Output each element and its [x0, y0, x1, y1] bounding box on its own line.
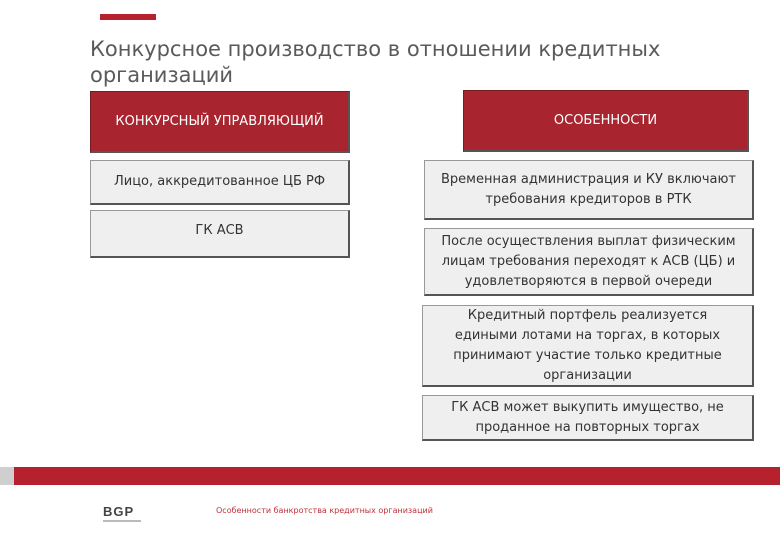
- accent-bar: [100, 14, 156, 20]
- right-item-portfolio: Кредитный портфель реализуется едиными лотами на торгах, в которых принимают участие только кредитные организации: [422, 305, 754, 387]
- left-header-box: КОНКУРСНЫЙ УПРАВЛЯЮЩИЙ: [90, 91, 350, 153]
- bottom-band: [0, 467, 780, 485]
- right-item-payments: После осуществления выплат физическим лицам требования переходят к АСВ (ЦБ) и удовлетворяются в первой очереди: [424, 228, 754, 296]
- left-item-accredited: Лицо, аккредитованное ЦБ РФ: [90, 160, 350, 205]
- slide-title: Конкурсное производство в отношении кредитных организаций: [90, 37, 661, 87]
- left-item-gk-asv: ГК АСВ: [90, 210, 350, 258]
- footer-caption: Особенности банкротства кредитных организаций: [216, 506, 433, 515]
- right-header-box: ОСОБЕННОСТИ: [463, 90, 749, 152]
- logo-underline: [103, 520, 141, 522]
- right-item-rtk: Временная администрация и КУ включают требования кредиторов в РТК: [424, 160, 754, 220]
- bgp-logo: BGP: [103, 504, 135, 519]
- right-item-buyout: ГК АСВ может выкупить имущество, не проданное на повторных торгах: [422, 395, 754, 441]
